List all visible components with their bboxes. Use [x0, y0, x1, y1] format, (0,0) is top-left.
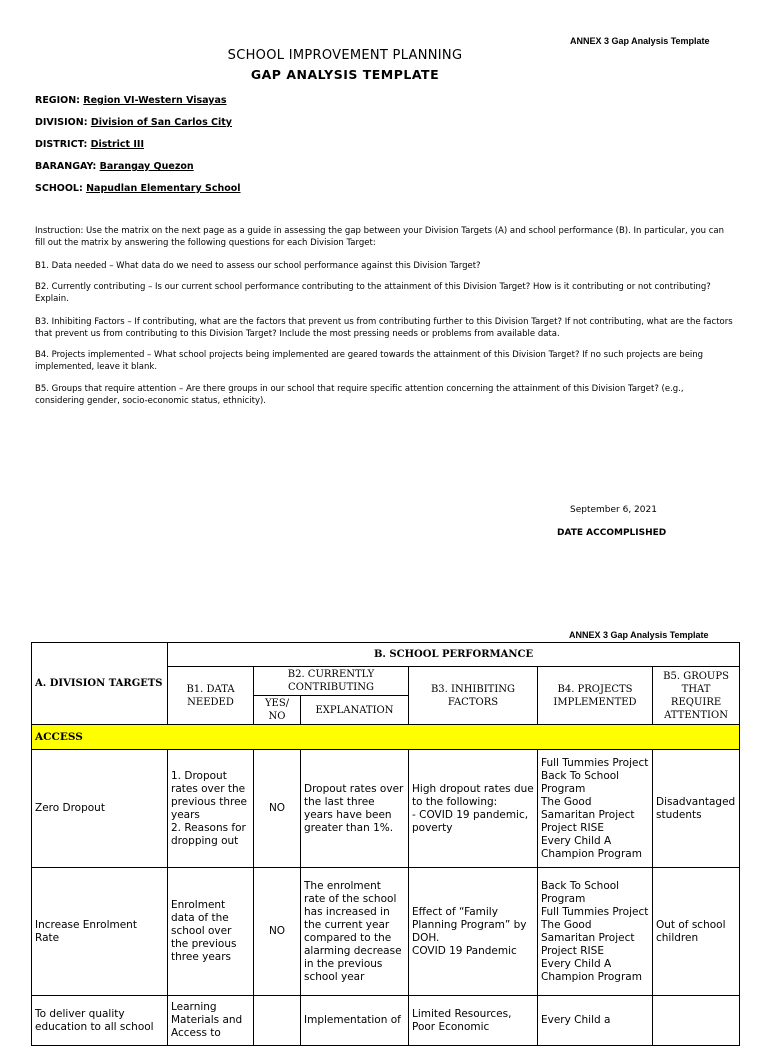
header-b1: B1. DATA NEEDED: [168, 667, 254, 725]
field-label: DISTRICT:: [35, 139, 91, 150]
field-value: Division of San Carlos City: [90, 117, 232, 128]
explanation-cell: Dropout rates over the last three years have been greater than 1%.: [301, 750, 409, 868]
header-yes-no: YES/ NO: [254, 696, 301, 725]
table-row: [32, 750, 740, 868]
groups-cell: [653, 996, 740, 1046]
inhibiting-factors-cell: Effect of “Family Planning Program” by DOH. COVID 19 Pandemic: [409, 868, 538, 996]
document-title: SCHOOL IMPROVEMENT PLANNING: [227, 48, 463, 63]
field-label: REGION:: [35, 95, 84, 106]
data-needed-cell: Enrolment data of the school over the previous three years: [168, 868, 254, 996]
groups-cell: Out of school children: [653, 868, 740, 996]
barangay-field: [35, 161, 194, 172]
header-explanation: EXPLANATION: [301, 696, 409, 725]
target-cell: To deliver quality education to all school: [32, 996, 168, 1046]
projects-cell: Every Child a: [538, 996, 653, 1046]
table-row: [32, 868, 740, 996]
yes-no-cell: [254, 996, 301, 1046]
explanation-cell: Implementation of: [301, 996, 409, 1046]
explanation-cell: The enrolment rate of the school has increased in the current year compared to the alarming decrease in the previous school year: [301, 868, 409, 996]
field-value: Barangay Quezon: [99, 161, 194, 172]
header-b5: B5. GROUPS THAT REQUIRE ATTENTION: [653, 667, 740, 725]
field-value: District III: [90, 139, 145, 150]
gap-analysis-table: [31, 642, 740, 1046]
header-b4: B4. PROJECTS IMPLEMENTED: [538, 667, 653, 725]
instruction-b2: B2. Currently contributing – Is our current school performance contributing to the attainment of this Division Target? How is it contributing or not contributing? Explain.: [35, 282, 711, 304]
target-cell: Zero Dropout: [32, 750, 168, 868]
field-label: DIVISION:: [35, 117, 91, 128]
table-row: [32, 996, 740, 1046]
field-value: Region VI-Western Visayas: [83, 95, 227, 106]
region-field: [35, 95, 227, 106]
date-accomplished-value: September 6, 2021: [570, 505, 657, 515]
projects-cell: Back To School Program Full Tummies Project The Good Samaritan Project Project RISE Every Child A Champion Program: [538, 868, 653, 996]
district-field: [35, 139, 144, 150]
projects-cell: Full Tummies Project Back To School Program The Good Samaritan Project Project RISE Every Child A Champion Program: [538, 750, 653, 868]
inhibiting-factors-cell: Limited Resources, Poor Economic: [409, 996, 538, 1046]
yes-no-cell: NO: [254, 750, 301, 868]
groups-cell: Disadvantaged students: [653, 750, 740, 868]
field-value: Napudlan Elementary School: [86, 183, 241, 194]
division-field: [35, 117, 232, 128]
header-b2: B2. CURRENTLY CONTRIBUTING: [254, 667, 409, 696]
field-label: SCHOOL:: [35, 183, 87, 194]
instruction-b3: B3. Inhibiting Factors – If contributing, what are the factors that prevent us from contributing further to this Division Target? If not contributing, what are the factors that prevent us from contributing to this Division Target? Include the most pressing needs or problems from available data.: [35, 317, 733, 339]
data-needed-cell: Learning Materials and Access to: [168, 996, 254, 1046]
instruction-text: Instruction: Use the matrix on the next page as a guide in assessing the gap between your Division Targets (A) and school performance (B). In particular, you can fill out the matrix by answering the following questions for each Division Target:: [35, 226, 725, 248]
section-access: ACCESS: [32, 725, 740, 750]
header-b3: B3. INHIBITING FACTORS: [409, 667, 538, 725]
annex-label-top: ANNEX 3 Gap Analysis Template: [570, 36, 710, 46]
header-school-performance: B. SCHOOL PERFORMANCE: [168, 643, 740, 667]
target-cell: Increase Enrolment Rate: [32, 868, 168, 996]
school-field: [35, 183, 241, 194]
header-division-targets: A. DIVISION TARGETS: [32, 643, 168, 725]
yes-no-cell: NO: [254, 868, 301, 996]
instruction-b1: B1. Data needed – What data do we need to assess our school performance against this Division Target?: [35, 261, 481, 271]
data-needed-cell: 1. Dropout rates over the previous three years 2. Reasons for dropping out: [168, 750, 254, 868]
date-accomplished-label: DATE ACCOMPLISHED: [557, 528, 667, 538]
document-subtitle: GAP ANALYSIS TEMPLATE: [250, 67, 440, 82]
instruction-b4: B4. Projects implemented – What school projects being implemented are geared towards the attainment of this Division Target? If no such projects are being implemented, leave it blank.: [35, 350, 704, 372]
inhibiting-factors-cell: High dropout rates due to the following: - COVID 19 pandemic, poverty: [409, 750, 538, 868]
field-label: BARANGAY:: [35, 161, 100, 172]
annex-label-table: ANNEX 3 Gap Analysis Template: [569, 630, 709, 640]
instruction-b5: B5. Groups that require attention – Are there groups in our school that require specific attention concerning the attainment of this Division Target? (e.g., considering gender, socio-economic status, ethnicity).: [35, 384, 684, 406]
